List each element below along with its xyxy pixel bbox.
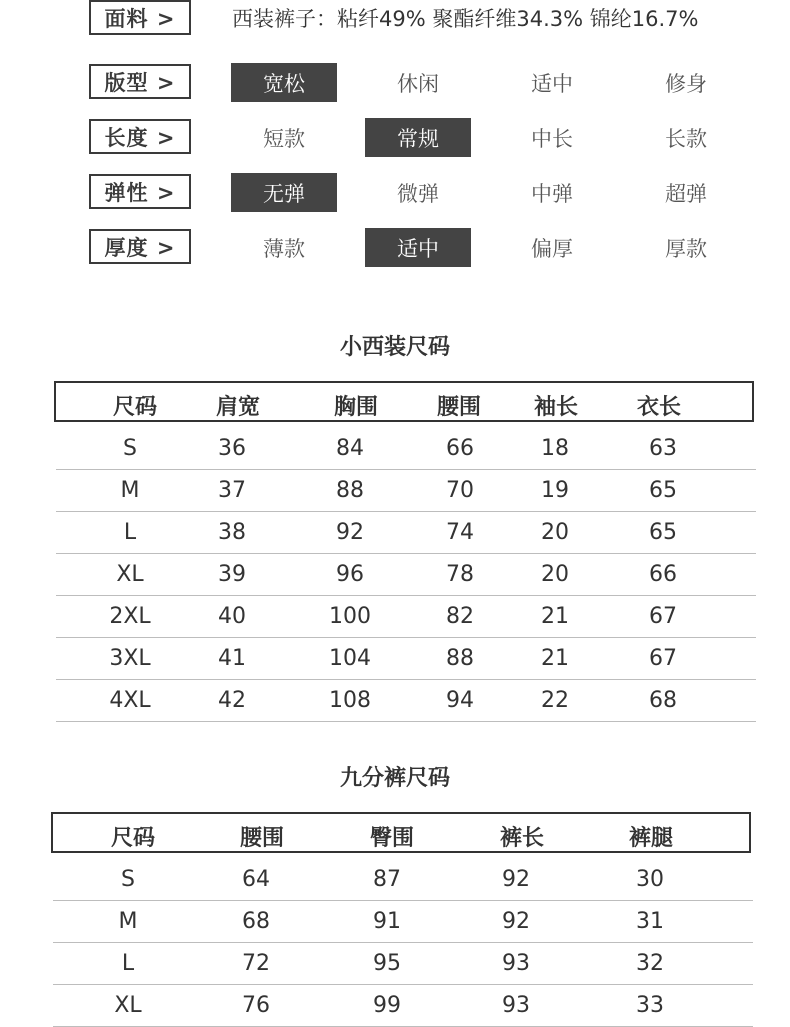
table-row <box>53 985 753 1027</box>
attribute-option: 中长 <box>531 126 573 151</box>
table-cell: 87 <box>373 867 401 892</box>
table-cell: 65 <box>649 520 677 545</box>
table-row <box>53 859 753 901</box>
table-cell: 68 <box>242 909 270 934</box>
attribute-option: 超弹 <box>665 181 707 206</box>
table-cell: 104 <box>329 646 371 671</box>
table-cell: 108 <box>329 688 371 713</box>
table-cell: 41 <box>218 646 246 671</box>
attribute-option: 中弹 <box>531 181 573 206</box>
table-cell: 65 <box>649 478 677 503</box>
table-cell: M <box>118 909 138 934</box>
table-cell: 74 <box>446 520 474 545</box>
header-cell: 胸围 <box>333 395 379 420</box>
table-cell: 36 <box>218 436 246 461</box>
attribute-label: 弹性 > <box>89 174 191 209</box>
attribute-option: 修身 <box>665 71 707 96</box>
table-cell: 94 <box>446 688 474 713</box>
table-cell: XL <box>116 562 144 587</box>
table-row <box>56 596 756 638</box>
table-cell: 92 <box>502 909 530 934</box>
table-cell: S <box>121 867 135 892</box>
table-cell: 22 <box>541 688 569 713</box>
header-cell: 肩宽 <box>215 395 261 420</box>
table-row <box>56 638 756 680</box>
table-cell: L <box>121 951 135 976</box>
table-cell: 88 <box>336 478 364 503</box>
attribute-option: 厚款 <box>665 236 707 261</box>
header-cell: 尺码 <box>110 826 156 851</box>
attribute-option: 常规 <box>365 118 471 157</box>
attribute-label: 版型 > <box>89 64 191 99</box>
table-cell: 31 <box>636 909 664 934</box>
attribute-option: 长款 <box>665 126 707 151</box>
table-cell: 67 <box>649 646 677 671</box>
table-cell: 99 <box>373 993 401 1018</box>
table-cell: 19 <box>541 478 569 503</box>
attribute-option: 短款 <box>263 126 305 151</box>
table-cell: 82 <box>446 604 474 629</box>
table-row <box>53 901 753 943</box>
attribute-option: 无弹 <box>231 173 337 212</box>
attribute-option: 适中 <box>531 71 573 96</box>
table-cell: 3XL <box>109 646 151 671</box>
table-cell: 88 <box>446 646 474 671</box>
table-cell: 33 <box>636 993 664 1018</box>
table-row <box>53 943 753 985</box>
attribute-option: 薄款 <box>263 236 305 261</box>
table-cell: 92 <box>502 867 530 892</box>
attribute-label: 长度 > <box>89 119 191 154</box>
table-cell: M <box>120 478 140 503</box>
header-cell: 臀围 <box>369 826 415 851</box>
attribute-option: 微弹 <box>397 181 439 206</box>
attribute-option: 休闲 <box>397 71 439 96</box>
table-cell: 38 <box>218 520 246 545</box>
table-row <box>56 512 756 554</box>
table-cell: XL <box>114 993 142 1018</box>
table-cell: 76 <box>242 993 270 1018</box>
header-cell: 腰围 <box>239 826 285 851</box>
table-cell: 37 <box>218 478 246 503</box>
table-cell: 70 <box>446 478 474 503</box>
table-cell: 2XL <box>109 604 151 629</box>
table-cell: 30 <box>636 867 664 892</box>
attribute-option: 宽松 <box>231 63 337 102</box>
table-cell: 32 <box>636 951 664 976</box>
table-row <box>56 470 756 512</box>
table-cell: S <box>123 436 137 461</box>
table-cell: 93 <box>502 993 530 1018</box>
attribute-option: 偏厚 <box>531 236 573 261</box>
table-cell: 18 <box>541 436 569 461</box>
header-cell: 裤长 <box>499 826 545 851</box>
header-cell: 尺码 <box>112 395 158 420</box>
pants-size-title: 九分裤尺码 <box>339 766 450 791</box>
fabric-composition: 西装裤子：粘纤49% 聚酯纤维34.3% 锦纶16.7% <box>232 7 699 31</box>
header-cell: 裤腿 <box>628 826 674 851</box>
table-cell: 42 <box>218 688 246 713</box>
header-cell: 衣长 <box>636 395 682 420</box>
table-cell: 66 <box>446 436 474 461</box>
attribute-option: 适中 <box>365 228 471 267</box>
table-cell: 78 <box>446 562 474 587</box>
table-cell: 68 <box>649 688 677 713</box>
table-cell: 67 <box>649 604 677 629</box>
table-cell: 20 <box>541 520 569 545</box>
fabric-label: 面料 > <box>89 0 191 35</box>
table-cell: 21 <box>541 646 569 671</box>
attribute-label: 厚度 > <box>89 229 191 264</box>
table-cell: 91 <box>373 909 401 934</box>
table-cell: 66 <box>649 562 677 587</box>
table-cell: 4XL <box>109 688 151 713</box>
table-cell: 92 <box>336 520 364 545</box>
table-cell: 40 <box>218 604 246 629</box>
table-cell: 21 <box>541 604 569 629</box>
table-cell: 72 <box>242 951 270 976</box>
table-cell: 84 <box>336 436 364 461</box>
table-cell: 95 <box>373 951 401 976</box>
table-cell: 100 <box>329 604 371 629</box>
table-row <box>56 680 756 722</box>
table-cell: L <box>123 520 137 545</box>
suit-size-title: 小西装尺码 <box>339 335 450 360</box>
table-cell: 20 <box>541 562 569 587</box>
table-cell: 63 <box>649 436 677 461</box>
table-cell: 96 <box>336 562 364 587</box>
header-cell: 腰围 <box>436 395 482 420</box>
table-cell: 64 <box>242 867 270 892</box>
table-row <box>56 554 756 596</box>
table-cell: 39 <box>218 562 246 587</box>
table-cell: 93 <box>502 951 530 976</box>
table-row <box>56 428 756 470</box>
header-cell: 袖长 <box>533 395 579 420</box>
suit-table-header <box>54 381 754 422</box>
pants-table-header <box>51 812 751 853</box>
